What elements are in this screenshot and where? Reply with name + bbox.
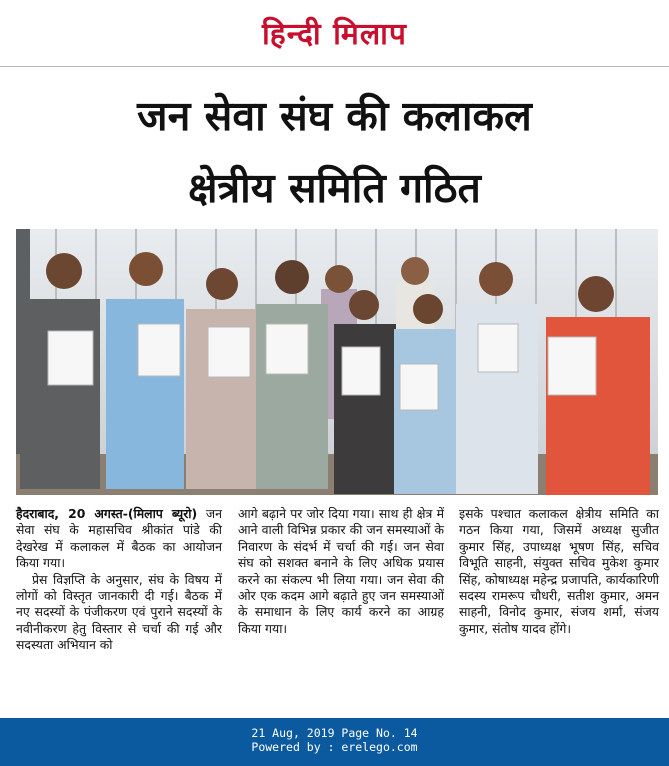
masthead (0, 0, 669, 66)
article-text: जन सेवा संघ के महासचिव श्रीकांत पांडे की देखरेख में कलाकल में बैठक का आयोजन किया गया। (16, 506, 222, 571)
powered-by-link[interactable]: Powered by : erelego.com (251, 740, 418, 754)
edition-date: 21 Aug, 2019 Page No. 14 (251, 726, 418, 740)
article-lead (16, 506, 222, 572)
newspaper-title: हिन्दी मिलाप (262, 17, 407, 52)
group-photo-icon (16, 229, 658, 495)
masthead-divider (0, 66, 669, 67)
group-photo (16, 229, 658, 495)
headline-line-2: क्षेत्रीय समिति गठित (188, 164, 481, 212)
dateline: हैदराबाद, 20 अगस्त-(मिलाप ब्यूरो) (16, 506, 198, 521)
article-paragraph: इसके पश्चात कलाकल क्षेत्रीय समिति का गठन किया गया, जिसमें अध्यक्ष सुजीत कुमार सिंह, उपाध्यक्ष भूषण सिंह, सचिव विभूति साहनी, संयुक्त सचिव मुकेश कुमार सिंह, कोषाध्यक्ष महेन्द्र प्रजापति, कार्यकारिणी सदस्य रामरूप चौधरी, सतीश कुमार, अमन साहनी, विनोद कुमार, संजय शर्मा, संजय कुमार, संतोष यादव होंगे। (459, 506, 659, 636)
headline-line-1: जन सेवा संघ की कलाकल (137, 92, 532, 140)
footer-bar (0, 718, 669, 766)
article-column-3 (459, 506, 659, 637)
article-column-1 (16, 506, 222, 654)
article-column-2 (238, 506, 444, 637)
article-paragraph: प्रेस विज्ञप्ति के अनुसार, संघ के विषय में लोगों को विस्तृत जानकारी दी गई। बैठक में नए सदस्यों के पंजीकरण एवं पुराने सदस्यों के नवीनीकरण हेतु विस्तार से चर्चा की गई और सदस्यता अभियान को (16, 571, 222, 653)
article-paragraph: आगे बढ़ाने पर जोर दिया गया। साथ ही क्षेत्र में आने वाली विभिन्न प्रकार की जन समस्याओं के निवारण के संदर्भ में चर्चा की गई। जन सेवा संघ को सशक्त बनाने के लिए अधिक प्रयास करने का संकल्प भी लिया गया। जन सेवा की ओर एक कदम आगे बढ़ाते हुए जन समस्याओं के समाधान के लिए कार्य करने का आग्रह किया गया। (238, 506, 444, 636)
